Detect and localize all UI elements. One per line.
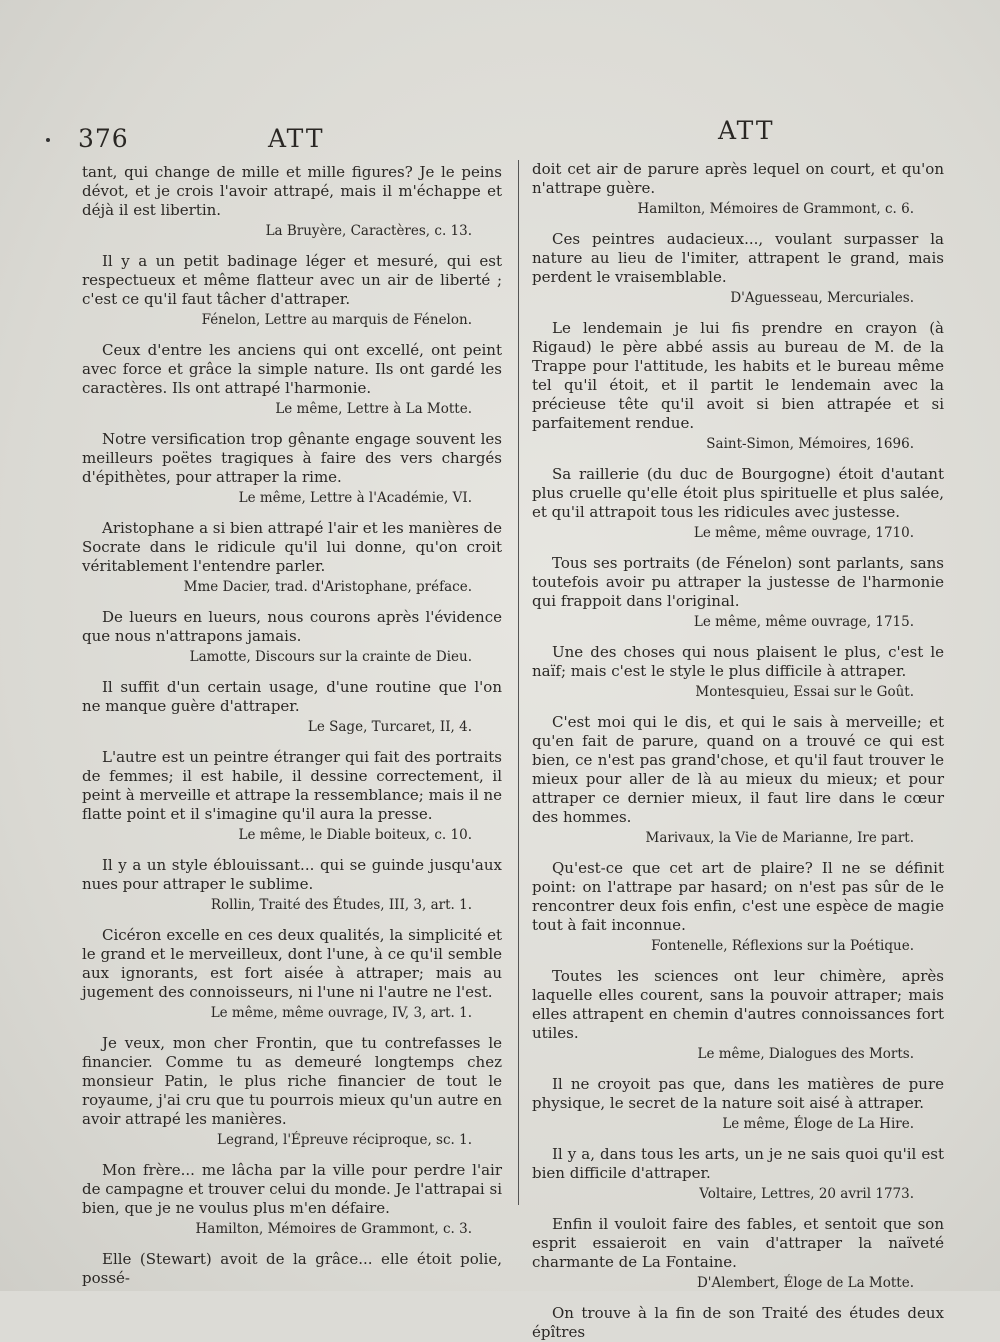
quote-text: Sa raillerie (du duc de Bourgogne) étoit d'autant plus cruelle qu'elle étoit plus spirituelle et plus salée, et qu'il attrapoit tous les ridicules avec justesse. [532, 465, 944, 521]
left-column [82, 163, 502, 1288]
quote-source: Le même, Éloge de La Hire. [722, 1116, 914, 1132]
quote-source: Le Sage, Turcaret, II, 4. [307, 719, 472, 735]
quote-text: Toutes les sciences ont leur chimère, après laquelle elles courent, sans la pouvoir attraper; mais elles attrapent en chemin d'autres connoissances fort utiles. [532, 967, 944, 1042]
quote-text: On trouve à la fin de son Traité des études deux épîtres [532, 1304, 944, 1341]
quote-text: Il suffit d'un certain usage, d'une routine que l'on ne manque guère d'attraper. [82, 678, 502, 715]
quote-source: Legrand, l'Épreuve réciproque, sc. 1. [217, 1132, 472, 1148]
quote-text: Tous ses portraits (de Fénelon) sont parlants, sans toutefois avoir pu attraper la justesse de l'harmonie qui frappoit dans l'original. [532, 554, 944, 610]
quote-text: Aristophane a si bien attrapé l'air et les manières de Socrate dans le ridicule qu'il lui donne, qu'on croit véritablement l'entendre parler. [82, 519, 503, 575]
quote-source: Saint-Simon, Mémoires, 1696. [706, 436, 914, 452]
quote-source: Lamotte, Discours sur la crainte de Dieu. [189, 649, 472, 665]
quote-source: Le même, Dialogues des Morts. [697, 1046, 914, 1062]
quote-source: Voltaire, Lettres, 20 avril 1773. [699, 1186, 914, 1202]
quote-source: Fontenelle, Réflexions sur la Poétique. [651, 938, 914, 954]
quote-source: Hamilton, Mémoires de Grammont, c. 3. [195, 1221, 472, 1237]
quote-text: Une des choses qui nous plaisent le plus, c'est le naïf; mais c'est le style le plus difficile à attraper. [532, 643, 944, 680]
quote-source: Le même, Lettre à l'Académie, VI. [238, 490, 472, 506]
quote-source: D'Aguesseau, Mercuriales. [730, 290, 914, 306]
quote-source: Le même, même ouvrage, IV, 3, art. 1. [210, 1005, 472, 1021]
quote-source: Montesquieu, Essai sur le Goût. [695, 684, 914, 700]
quote-text: tant, qui change de mille et mille figures? Je le peins dévot, et je crois l'avoir attrapé, mais il m'échappe et déjà il est libertin. [82, 163, 502, 219]
quote-text: Je veux, mon cher Frontin, que tu contrefasses le financier. Comme tu as demeuré longtemps chez monsieur Patin, le plus riche financier de tout le royaume, j'ai cru que tu pourrois mieux qu'un autre en avoir attrapé les manières. [82, 1034, 502, 1128]
quote-text: Enfin il vouloit faire des fables, et sentoit que son esprit essaieroit en vain d'attraper la naïveté charmante de La Fontaine. [532, 1215, 944, 1271]
quote-text: Notre versification trop gênante engage souvent les meilleurs poëtes tragiques à faire des vers chargés d'épithètes, pour attraper la rime. [82, 430, 502, 486]
running-head-left: ATT [268, 124, 325, 153]
quote-text: Ceux d'entre les anciens qui ont excellé, ont peint avec force et grâce la simple nature. Ils ont gardé les caractères. Ils ont attrapé l'harmonie. [82, 341, 502, 397]
quote-source: Rollin, Traité des Études, III, 3, art. 1. [210, 897, 472, 913]
right-column [532, 160, 944, 1342]
quote-text: Le lendemain je lui fis prendre en crayon (à Rigaud) le père abbé assis au bureau de M. de la Trappe pour l'attitude, les habits et le bureau même tel qu'il étoit, et il partit le lendemain avec la précieuse tête qu'il avoit si bien attrapée et si parfaitement rendue. [532, 319, 944, 432]
page-number: 376 [78, 124, 129, 153]
quote-source: Le même, même ouvrage, 1710. [693, 525, 914, 541]
quote-text: Il y a, dans tous les arts, un je ne sais quoi qu'il est bien difficile d'attraper. [532, 1145, 944, 1182]
quote-text: Il y a un style éblouissant... qui se guinde jusqu'aux nues pour attraper le sublime. [82, 856, 502, 893]
quote-text: Elle (Stewart) avoit de la grâce... elle étoit polie, possé- [82, 1250, 502, 1287]
quote-source: La Bruyère, Caractères, c. 13. [265, 223, 472, 239]
quote-source: Le même, le Diable boiteux, c. 10. [238, 827, 472, 843]
column-divider [518, 160, 519, 1205]
quote-text: Cicéron excelle en ces deux qualités, la simplicité et le grand et le merveilleux, dont l'une, à ce qu'il semble aux ignorants, est fort aisée à attraper; mais au jugement des connoisseurs, ni l'une ni l'autre ne l'est. [82, 926, 502, 1001]
quote-source: Mme Dacier, trad. d'Aristophane, préface. [183, 579, 472, 595]
quote-text: Il y a un petit badinage léger et mesuré, qui est respectueux et même flatteur avec un air de liberté ; c'est ce qu'il faut tâcher d'attraper. [82, 252, 502, 308]
quote-text: doit cet air de parure après lequel on court, et qu'on n'attrape guère. [532, 160, 944, 197]
quote-text: Qu'est-ce que cet art de plaire? Il ne se définit point: on l'attrape par hasard; on n'est pas sûr de le rencontrer deux fois enfin, c'est une espèce de magie tout à fait inconnue. [532, 859, 944, 934]
quote-text: L'autre est un peintre étranger qui fait des portraits de femmes; il est habile, il dessine correctement, il peint à merveille et attrape la ressemblance; mais il ne flatte point et il s'imagine qu'il aura la presse. [82, 748, 502, 823]
quote-text: Ces peintres audacieux..., voulant surpasser la nature au lieu de l'imiter, attrapent le grand, mais perdent le vraisemblable. [532, 230, 944, 286]
quote-source: D'Alembert, Éloge de La Motte. [696, 1275, 914, 1291]
quote-text: De lueurs en lueurs, nous courons après l'évidence que nous n'attrapons jamais. [82, 608, 502, 645]
quote-text: C'est moi qui le dis, et qui le sais à merveille; et qu'en fait de parure, quand on a trouvé ce qui est bien, ce n'est pas grand'chose, et qu'il faut trouver le mieux pour aller de là au mieux du mieux; et pour attraper ce dernier mieux, il faut lire dans le cœur des hommes. [532, 713, 944, 826]
quote-source: Fénelon, Lettre au marquis de Fénelon. [201, 312, 472, 328]
quote-source: Le même, Lettre à La Motte. [275, 401, 472, 417]
margin-dot [46, 138, 50, 142]
quote-text: Mon frère... me lâcha par la ville pour perdre l'air de campagne et trouver celui du monde. Je l'attrapai si bien, que je ne voulus plus m'en défaire. [82, 1161, 502, 1217]
quote-source: Marivaux, la Vie de Marianne, Ire part. [645, 830, 914, 846]
quote-source: Le même, même ouvrage, 1715. [693, 614, 914, 630]
running-head-right: ATT [718, 116, 775, 145]
quote-source: Hamilton, Mémoires de Grammont, c. 6. [637, 201, 914, 217]
quote-text: Il ne croyoit pas que, dans les matières de pure physique, le secret de la nature soit aisé à attraper. [532, 1075, 944, 1112]
